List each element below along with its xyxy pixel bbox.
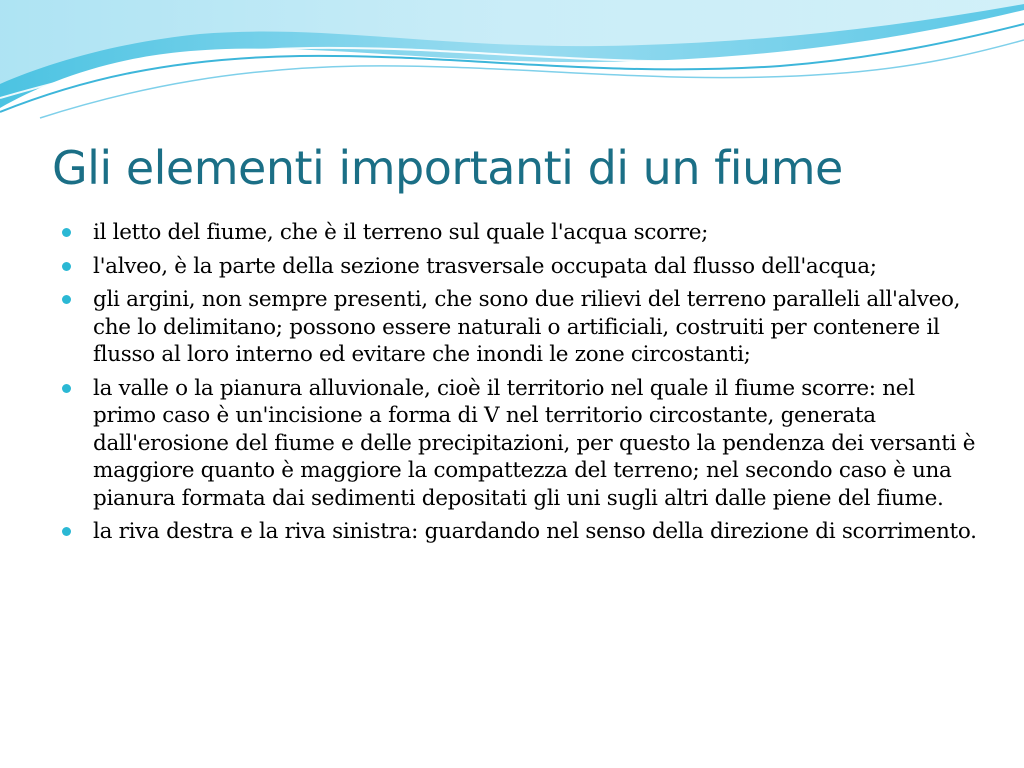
- bullet-dot-icon: [62, 527, 71, 536]
- list-item-text: la riva destra e la riva sinistra: guardando nel senso della direzione di scorrimento.: [93, 519, 977, 544]
- list-item: [62, 286, 982, 369]
- list-item-text: la valle o la pianura alluvionale, cioè il territorio nel quale il fiume scorre: nel primo caso è un'incisione a forma di V nel territorio circostante, generata dall'erosione del fiume e delle precipitazioni, per questo la pendenza dei versanti è maggiore quanto è maggiore la compattezza del terreno; nel secondo caso è una pianura formata dai sedimenti depositati gli uni sugli altri dalle piene del fiume.: [93, 375, 976, 511]
- list-item: [62, 219, 982, 247]
- bullet-dot-icon: [62, 295, 71, 304]
- list-item-text: il letto del fiume, che è il terreno sul quale l'acqua scorre;: [93, 220, 709, 245]
- wave-header-decoration: [0, 0, 1024, 130]
- slide-title: Gli elementi importanti di un fiume: [52, 141, 843, 195]
- bullet-dot-icon: [62, 384, 71, 393]
- list-item-text: l'alveo, è la parte della sezione trasversale occupata dal flusso dell'acqua;: [93, 253, 877, 279]
- bullet-dot-icon: [62, 262, 71, 271]
- bullet-list: [62, 219, 982, 552]
- list-item: [62, 375, 982, 513]
- list-item-text: gli argini, non sempre presenti, che sono due rilievi del terreno paralleli all'alveo, che lo delimitano; possono essere naturali o artificiali, costruiti per contenere il flusso al loro interno ed evitare che inondi le zone circostanti;: [93, 287, 961, 367]
- list-item: [62, 518, 982, 546]
- bullet-dot-icon: [62, 228, 71, 237]
- list-item: [62, 253, 982, 281]
